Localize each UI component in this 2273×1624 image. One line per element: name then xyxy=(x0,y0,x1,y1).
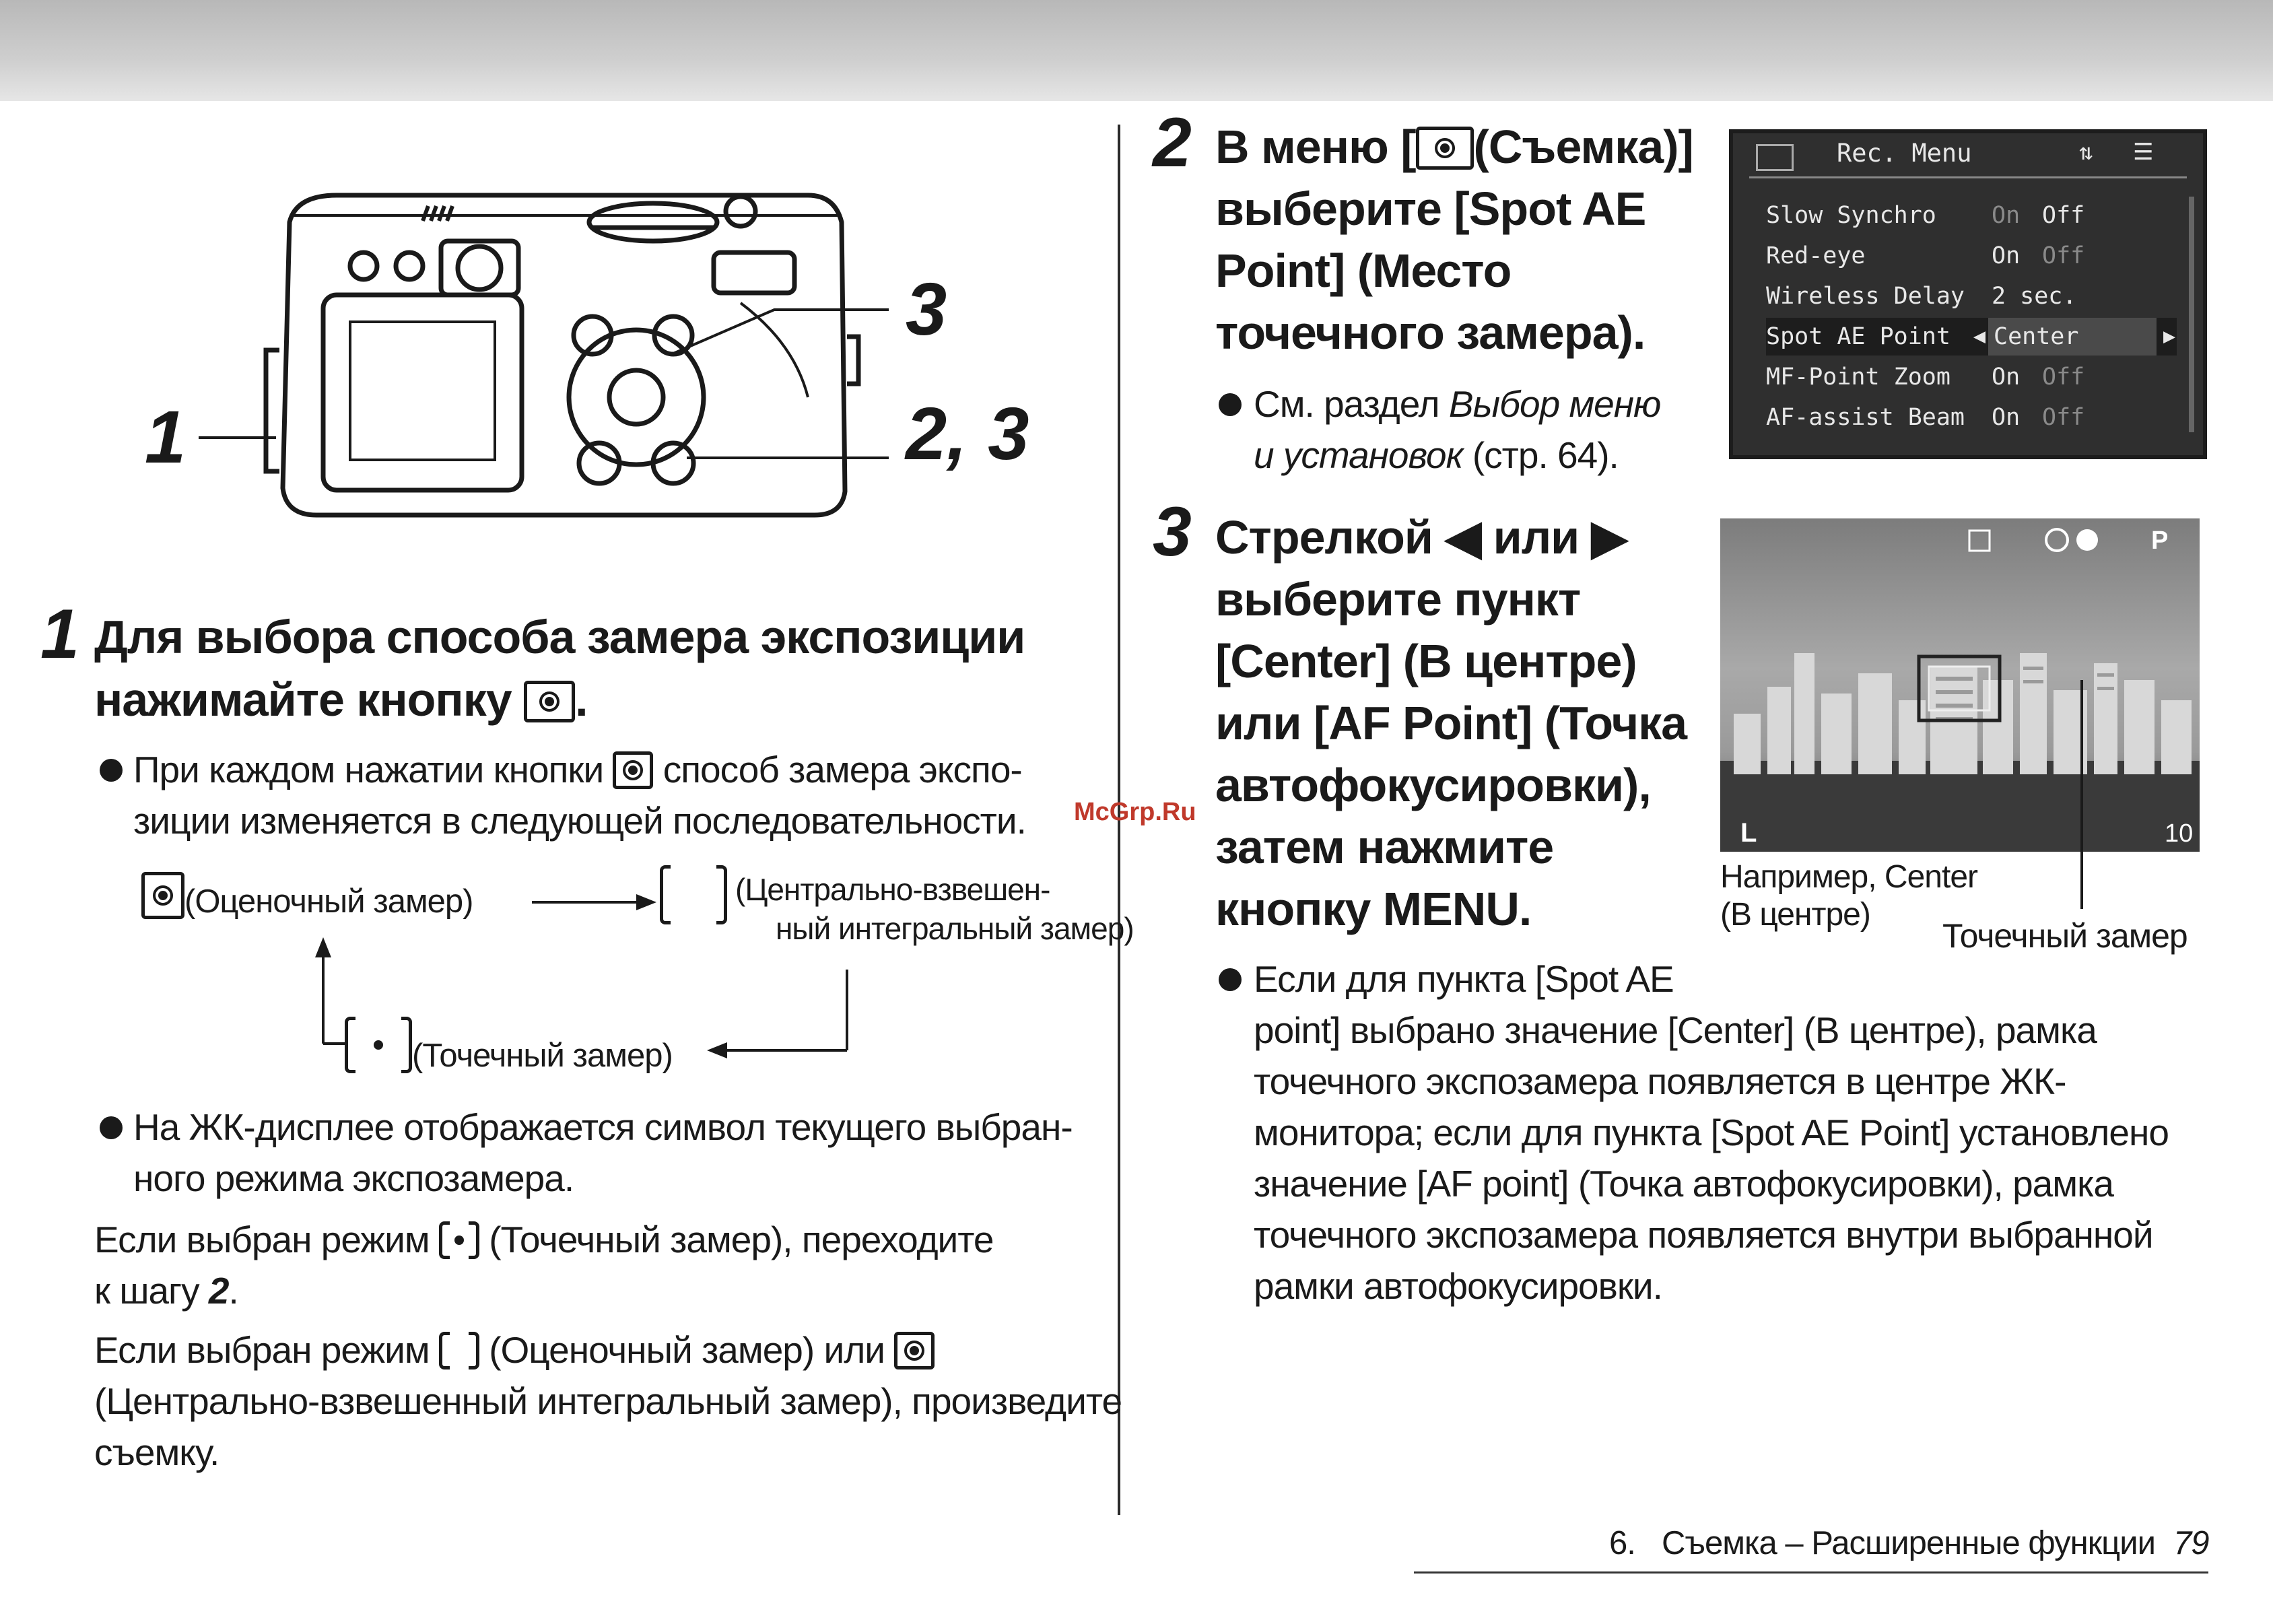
flash-icon xyxy=(2076,529,2098,551)
button-bottom-left xyxy=(579,443,619,483)
lcd-caption-line2: (В центре) xyxy=(1720,897,1870,933)
rec-menu-screen xyxy=(1729,129,2207,459)
step1-title-end: . xyxy=(575,673,588,726)
step3-title-line3: [Center] (В центре) xyxy=(1215,635,1637,687)
center-weighted-metering-icon xyxy=(439,1332,479,1369)
bullet-marker xyxy=(1219,393,1242,416)
step3-bullet-line5: значение [AF point] (Точка автофокусировки), рамка xyxy=(1254,1163,2113,1205)
step3-title-line1: Стрелкой ◀ или ▶ xyxy=(1215,511,1627,564)
record-menu-icon xyxy=(1416,127,1474,170)
bullet-marker xyxy=(100,1116,123,1139)
evaluative-label: (Оценочный замер) xyxy=(184,883,473,920)
step3-bullet-line7: рамки автофокусировки. xyxy=(1254,1265,1662,1307)
step2-number: 2 xyxy=(1153,104,1192,182)
shots-remaining: 10 xyxy=(2165,819,2194,848)
setup-tab-icon: ⇅ xyxy=(2079,139,2093,166)
camera-body xyxy=(283,195,845,515)
step1-para2-line1: Если выбран режим (Оценочный замер) или xyxy=(94,1324,935,1376)
step1-para1-line1: Если выбран режим (Точечный замер), переходите xyxy=(94,1219,994,1260)
viewfinder-led xyxy=(350,252,377,279)
step3-title-line7: кнопку MENU. xyxy=(1215,883,1532,935)
metering-button-icon xyxy=(524,681,575,722)
step3-bullet-line6: точечного экспозамера появляется внутри выбранной xyxy=(1254,1214,2153,1256)
grip-left xyxy=(266,350,279,471)
step3-title-line5: автофокусировки), xyxy=(1215,759,1651,811)
callout-1: 1 xyxy=(145,396,186,479)
power-button xyxy=(726,197,755,226)
footer-section: Съемка – Расширенные функции xyxy=(1662,1525,2155,1561)
center-weighted-label-line1: (Центрально-взвешен- xyxy=(735,872,1050,907)
menu-row-red-eye[interactable]: Red-eye On Off xyxy=(1766,242,2085,269)
step1-bullet1-line2: зиции изменяется в следующей последовательности. xyxy=(133,800,1026,842)
lcd-caption-line1: Например, Center xyxy=(1720,859,1977,895)
arrow-right xyxy=(636,894,656,910)
right-arrow-icon: ▶ xyxy=(1591,511,1627,564)
drive-icon xyxy=(1969,531,1990,551)
step3-bullet-line3: точечного экспозамера появляется в центре ЖК- xyxy=(1254,1060,2066,1102)
cycle-arrows xyxy=(263,875,869,1077)
menu-row-wireless-delay[interactable]: Wireless Delay 2 sec. xyxy=(1766,283,2077,310)
step1-para1-line2: к шагу 2. xyxy=(94,1270,238,1312)
viewfinder-led xyxy=(396,252,423,279)
shoe-block xyxy=(714,252,794,293)
evaluative-metering-icon xyxy=(894,1332,935,1369)
step3-bullet-line2: point] выбрано значение [Center] (В центре), рамка xyxy=(1254,1009,2097,1051)
viewfinder xyxy=(441,241,518,295)
menu-divider xyxy=(1749,176,2187,178)
step2-title-line2: выберите [Spot AE xyxy=(1215,182,1646,235)
viewfinder-lens xyxy=(458,246,501,290)
step1-number: 1 xyxy=(40,595,79,673)
bullet-marker xyxy=(1219,968,1242,991)
lcd-preview-image xyxy=(1720,518,2200,852)
callout-3: 3 xyxy=(906,268,947,351)
menu-row-slow-synchro[interactable]: Slow Synchro On Off xyxy=(1766,202,2085,229)
city-skyline xyxy=(1720,518,2200,852)
metering-icon xyxy=(2046,529,2068,551)
step1-bullet1-line1: При каждом нажатии кнопки способ замера экспо- xyxy=(133,749,1022,790)
image-size-mark: L xyxy=(1740,818,1757,848)
camera-tab-icon xyxy=(1756,144,1794,171)
my-camera-tab-icon: ☰ xyxy=(2133,139,2154,166)
spot-label: (Точечный замер) xyxy=(412,1038,673,1074)
step2-title-line4: точечного замера). xyxy=(1215,306,1646,359)
footer-rule xyxy=(1414,1571,2208,1574)
step1-bullet2-line2: ного режима экспозамера. xyxy=(133,1157,574,1199)
strap-mount xyxy=(847,337,858,384)
step1-bullet2-line1: На ЖК-дисплее отображается символ текущего выбран- xyxy=(133,1106,1073,1148)
step3-number: 3 xyxy=(1153,493,1192,571)
step3-bullet-line4: монитора; если для пункта [Spot AE Point] установлено xyxy=(1254,1112,2169,1153)
step2-title-line1: В меню [ (Съемка)] xyxy=(1215,121,1693,173)
mode-indicator: P xyxy=(2151,527,2169,555)
metering-button-icon xyxy=(613,751,653,789)
step2-title-line3: Point] (Место xyxy=(1215,244,1512,297)
thumb-rest xyxy=(741,303,808,397)
menu-scrollbar[interactable] xyxy=(2189,197,2194,432)
arrow-left xyxy=(707,1042,727,1058)
menu-row-mf-point-zoom[interactable]: MF-Point Zoom On Off xyxy=(1766,364,2085,391)
step-ref-number: 2 xyxy=(208,1270,229,1312)
camera-back-illustration xyxy=(135,182,1064,532)
step3-title-line6: затем нажмите xyxy=(1215,821,1554,873)
footer-chapter: 6. xyxy=(1609,1525,1635,1561)
center-weighted-label-line2: ный интегральный замер) xyxy=(776,911,1134,946)
step3-title-line2: выберите пункт xyxy=(1215,573,1581,625)
step1-title-line1: Для выбора способа замера экспозиции xyxy=(94,611,1025,663)
callout-2-3: 2, 3 xyxy=(906,393,1029,475)
spot-meter-label: Точечный замер xyxy=(1942,917,2187,955)
page-number: 79 xyxy=(2173,1525,2209,1561)
arrow-up xyxy=(315,937,331,957)
step2-bullet-line2: и установок (стр. 64). xyxy=(1254,434,1619,476)
step3-title-line4: или [AF Point] (Точка xyxy=(1215,697,1687,749)
dpad-center xyxy=(609,370,663,424)
top-band xyxy=(0,0,2273,101)
mode-dial xyxy=(589,203,717,241)
watermark: McGrp.Ru xyxy=(1074,798,1196,826)
right-arrow-icon: ▶ xyxy=(2163,325,2176,348)
button-bottom-right xyxy=(653,443,693,483)
spot-metering-icon xyxy=(439,1221,479,1259)
step1-title-text: нажимайте кнопку xyxy=(94,673,512,726)
step1-para2-line2: (Центрально-взвешенный интегральный замер), произведите xyxy=(94,1380,1122,1422)
lcd-window xyxy=(350,322,495,460)
spot-callout-line xyxy=(2080,680,2083,909)
left-arrow-icon: ◀ xyxy=(1973,325,1986,348)
left-arrow-icon: ◀ xyxy=(1445,511,1481,564)
menu-row-spot-ae-point[interactable]: Spot AE Point ◀ Center ▶ xyxy=(1766,318,2177,356)
evaluative-metering-icon xyxy=(141,872,184,919)
menu-header: Rec. Menu xyxy=(1837,139,1972,168)
menu-row-af-assist-beam[interactable]: AF-assist Beam On Off xyxy=(1766,404,2085,431)
step2-bullet-line1: См. раздел Выбор меню xyxy=(1254,383,1661,425)
bullet-marker xyxy=(100,759,123,782)
step3-bullet-line1: Если для пункта [Spot AE xyxy=(1254,958,1674,1000)
step1-title-line2 xyxy=(94,669,588,731)
step1-para2-line3: съемку. xyxy=(94,1431,219,1473)
